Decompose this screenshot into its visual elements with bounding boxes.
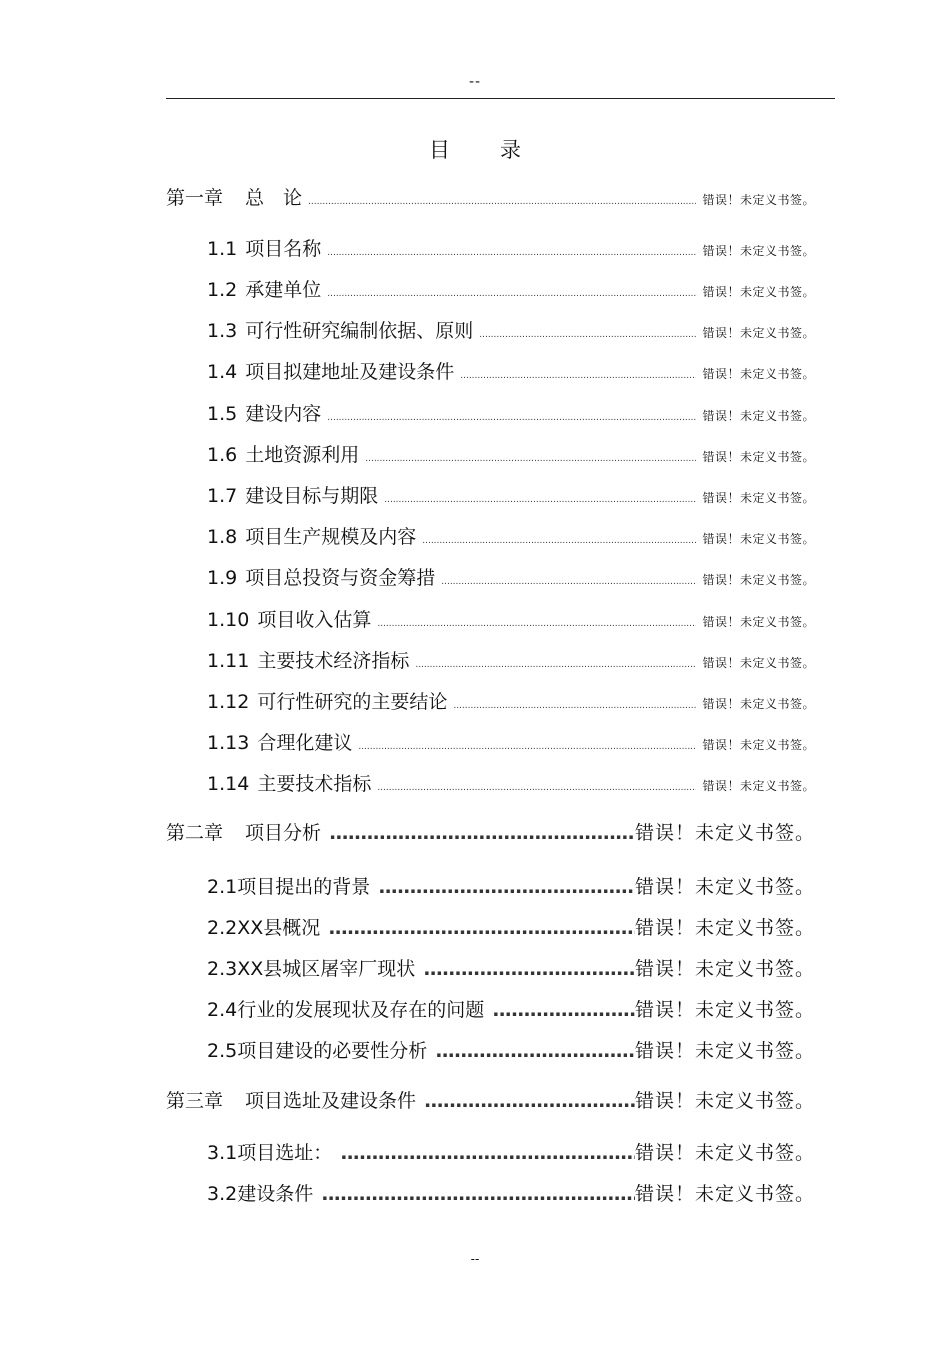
toc-leader-dots: [441, 577, 696, 587]
toc-title: [0, 134, 950, 164]
toc-entry-number: 1.4: [207, 361, 238, 383]
toc-entry-3-2[interactable]: [207, 1179, 815, 1206]
toc-entry-number: 1.1: [207, 238, 238, 260]
toc-entry-1-1[interactable]: [207, 234, 815, 261]
toc-entry-page: 错误！未定义书签。: [702, 193, 815, 207]
toc-entry-number: 1.6: [207, 444, 238, 466]
toc-leader-dots: [358, 742, 696, 752]
toc-entry-label: 总 论: [245, 187, 303, 209]
toc-leader-dots: [308, 197, 696, 207]
toc-leader-dots: [377, 619, 696, 629]
toc-entry-1-9[interactable]: [207, 563, 815, 590]
toc-entry-1-3[interactable]: [207, 316, 815, 343]
toc-entry-page: 错误！未定义书签。: [634, 1183, 815, 1205]
toc-entry-number: 第三章: [166, 1090, 224, 1112]
toc-leader-dots: [328, 917, 635, 939]
toc-entry-page: 错误！未定义书签。: [702, 367, 815, 381]
toc-entry-page: 错误！未定义书签。: [702, 450, 815, 464]
toc-entry-number: 2.4: [207, 999, 238, 1021]
toc-entry-page: 错误！未定义书签。: [702, 779, 815, 793]
toc-leader-dots: [327, 413, 696, 423]
toc-entry-number: 1.12: [207, 691, 250, 713]
toc-entry-1-7[interactable]: [207, 481, 815, 508]
toc-leader-dots: [384, 495, 696, 505]
toc-entry-1-12[interactable]: [207, 687, 815, 714]
toc-entry-number: 第一章: [166, 187, 224, 209]
toc-entry-page: 错误！未定义书签。: [634, 822, 815, 844]
toc-leader-dots: [377, 783, 696, 793]
toc-leader-dots: [453, 701, 696, 711]
toc-entry-page: 错误！未定义书签。: [634, 917, 815, 939]
toc-leader-dots: [423, 958, 635, 980]
toc-entry-number: 第二章: [166, 822, 224, 844]
toc-entry-page: 错误！未定义书签。: [634, 958, 815, 980]
toc-leader-dots: [321, 1183, 635, 1205]
toc-entry-page: 错误！未定义书签。: [702, 409, 815, 423]
toc-entry-label: XX县概况: [237, 917, 321, 939]
toc-entry-label: 项目收入估算: [257, 609, 372, 631]
toc-leader-dots: [327, 248, 696, 258]
toc-entry-page: 错误！未定义书签。: [634, 876, 815, 898]
toc-entry-1-11[interactable]: [207, 646, 815, 673]
toc-leader-dots: [340, 1142, 635, 1164]
toc-leader-dots: [327, 289, 696, 299]
toc-entry-label: 项目名称: [245, 238, 322, 260]
toc-entry-1-5[interactable]: [207, 399, 815, 426]
toc-entry-label: 土地资源利用: [245, 444, 360, 466]
toc-entry-2-5[interactable]: [207, 1036, 815, 1063]
toc-entry-chapter-2[interactable]: [166, 818, 815, 845]
toc-entry-label: 可行性研究的主要结论: [257, 691, 448, 713]
toc-leader-dots: [378, 876, 635, 898]
toc-entry-3-1[interactable]: [207, 1138, 815, 1165]
toc-leader-dots: [435, 1040, 635, 1062]
toc-title-char-1: 目: [429, 138, 450, 162]
toc-entry-number: 1.14: [207, 773, 250, 795]
header-rule: [166, 98, 835, 99]
toc-entry-2-4[interactable]: [207, 995, 815, 1022]
toc-entry-2-3[interactable]: [207, 954, 815, 981]
toc-leader-dots: [460, 371, 696, 381]
toc-entry-page: 错误！未定义书签。: [702, 532, 815, 546]
toc-leader-dots: [422, 536, 696, 546]
toc-entry-number: 3.1: [207, 1142, 238, 1164]
toc-entry-page: 错误！未定义书签。: [702, 697, 815, 711]
toc-entry-label: 合理化建议: [257, 732, 353, 754]
toc-entry-chapter-3[interactable]: [166, 1086, 815, 1113]
toc-leader-dots: [329, 822, 635, 844]
toc-entry-label: 承建单位: [245, 279, 322, 301]
toc-entry-label: 主要技术指标: [257, 773, 372, 795]
toc-entry-number: 1.9: [207, 567, 238, 589]
toc-entry-label: 项目选址：: [237, 1142, 333, 1164]
toc-entry-1-14[interactable]: [207, 769, 815, 796]
toc-entry-number: 1.11: [207, 650, 250, 672]
toc-entry-label: 可行性研究编制依据、原则: [245, 320, 474, 342]
toc-entry-page: 错误！未定义书签。: [702, 491, 815, 505]
toc-entry-number: 1.10: [207, 609, 250, 631]
toc-entry-label: 行业的发展现状及存在的问题: [237, 999, 485, 1021]
toc-entry-number: 1.2: [207, 279, 238, 301]
toc-leader-dots: [365, 454, 696, 464]
toc-entry-number: 1.3: [207, 320, 238, 342]
toc-entry-2-1[interactable]: [207, 872, 815, 899]
toc-entry-number: 1.8: [207, 526, 238, 548]
toc-entry-page: 错误！未定义书签。: [702, 285, 815, 299]
toc-entry-1-13[interactable]: [207, 728, 815, 755]
toc-entry-number: 2.2: [207, 917, 238, 939]
page-footer-mark: --: [470, 1252, 480, 1266]
toc-entry-page: 错误！未定义书签。: [702, 738, 815, 752]
toc-entry-label: 建设条件: [237, 1183, 314, 1205]
toc-entry-number: 2.1: [207, 876, 238, 898]
toc-entry-number: 1.7: [207, 485, 238, 507]
toc-entry-page: 错误！未定义书签。: [702, 326, 815, 340]
toc-entry-1-10[interactable]: [207, 605, 815, 632]
toc-entry-label: 项目提出的背景: [237, 876, 371, 898]
toc-entry-page: 错误！未定义书签。: [702, 573, 815, 587]
toc-entry-page: 错误！未定义书签。: [634, 1142, 815, 1164]
toc-leader-dots: [415, 660, 696, 670]
toc-entry-chapter-1[interactable]: [166, 183, 815, 210]
toc-entry-number: 2.5: [207, 1040, 238, 1062]
toc-entry-page: 错误！未定义书签。: [702, 244, 815, 258]
toc-entry-label: 项目选址及建设条件: [245, 1090, 417, 1112]
toc-entry-1-2[interactable]: [207, 275, 815, 302]
toc-entry-label: 项目建设的必要性分析: [237, 1040, 428, 1062]
toc-entry-label: 项目分析: [245, 822, 322, 844]
toc-entry-number: 1.5: [207, 403, 238, 425]
toc-entry-1-6[interactable]: [207, 440, 815, 467]
toc-entry-page: 错误！未定义书签。: [702, 656, 815, 670]
toc-entry-label: 建设内容: [245, 403, 322, 425]
toc-entry-1-8[interactable]: [207, 522, 815, 549]
toc-leader-dots: [479, 330, 696, 340]
toc-entry-page: 错误！未定义书签。: [634, 1090, 815, 1112]
toc-entry-label: 主要技术经济指标: [257, 650, 410, 672]
toc-entry-number: 1.13: [207, 732, 250, 754]
toc-entry-label: 项目拟建地址及建设条件: [245, 361, 455, 383]
toc-leader-dots: [492, 999, 635, 1021]
toc-entry-2-2[interactable]: [207, 913, 815, 940]
toc-entry-1-4[interactable]: [207, 357, 815, 384]
toc-entry-label: 项目总投资与资金筹措: [245, 567, 436, 589]
toc-entry-label: 建设目标与期限: [245, 485, 379, 507]
toc-entry-number: 2.3: [207, 958, 238, 980]
toc-entry-page: 错误！未定义书签。: [702, 615, 815, 629]
toc-entry-page: 错误！未定义书签。: [634, 999, 815, 1021]
toc-leader-dots: [424, 1090, 635, 1112]
page-header-mark: --: [468, 74, 482, 90]
toc-entry-label: 项目生产规模及内容: [245, 526, 417, 548]
toc-entry-page: 错误！未定义书签。: [634, 1040, 815, 1062]
toc-entry-number: 3.2: [207, 1183, 238, 1205]
toc-title-char-2: 录: [500, 138, 521, 162]
toc-entry-label: XX县城区屠宰厂现状: [237, 958, 416, 980]
